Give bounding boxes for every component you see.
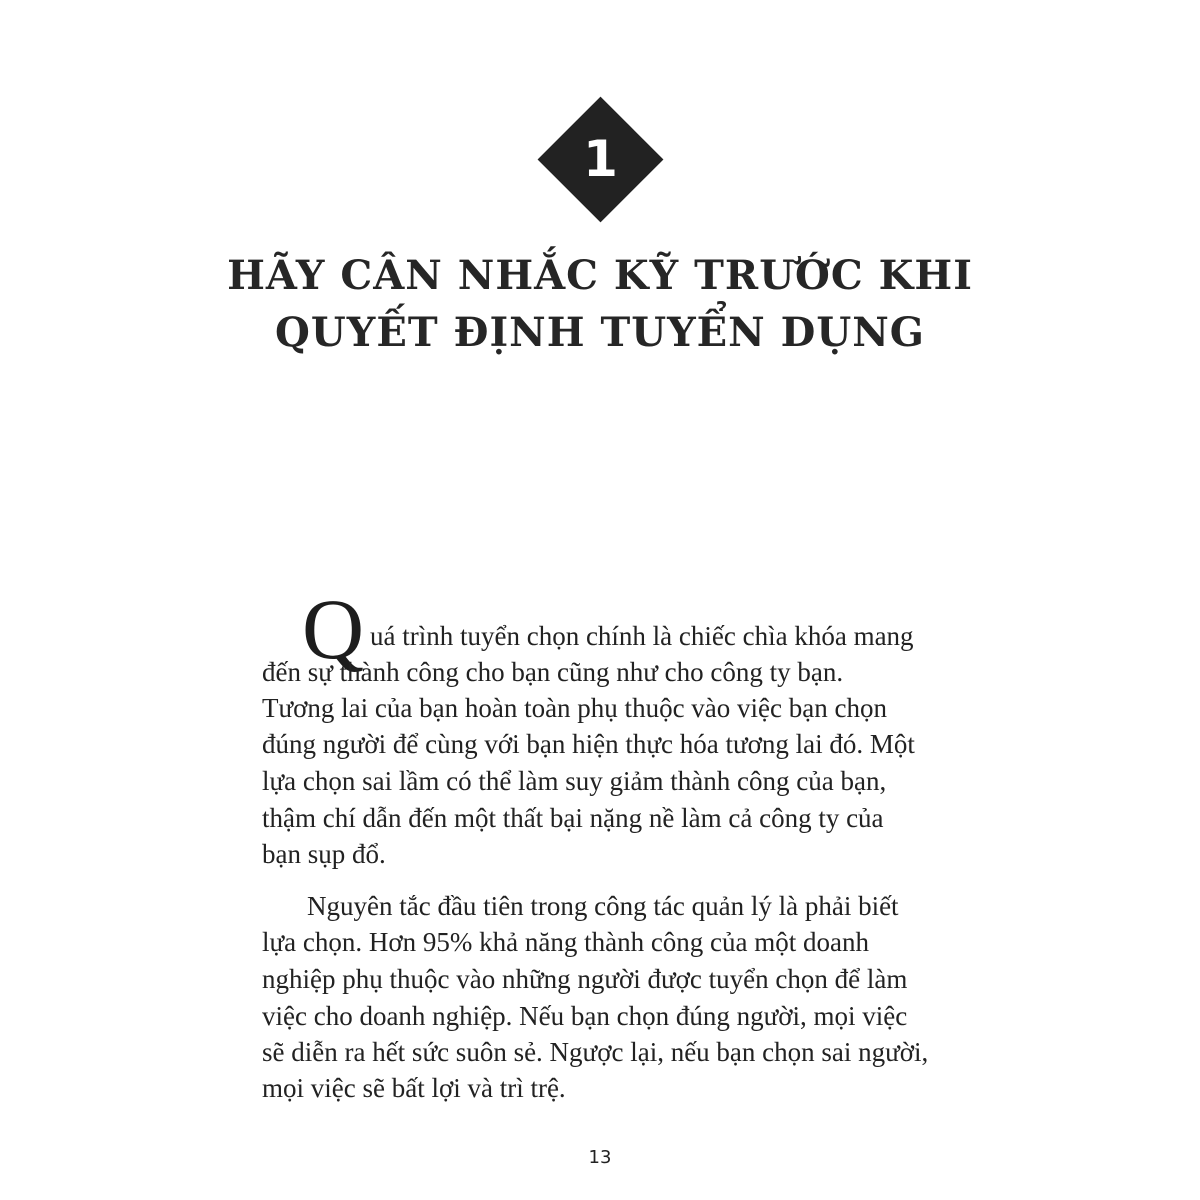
paragraph-1-line: lựa chọn sai lầm có thể làm suy giảm thành công của bạn, [262, 766, 887, 796]
paragraph-2-line: Nguyên tắc đầu tiên trong công tác quản lý là phải biết [307, 891, 899, 921]
paragraph-2-line: mọi việc sẽ bất lợi và trì trệ. [262, 1073, 566, 1103]
chapter-title-line-2: QUYẾT ĐỊNH TUYỂN DỤNG [275, 309, 925, 356]
chapter-title-line-1: HÃY CÂN NHẮC KỸ TRƯỚC KHI [227, 252, 973, 299]
paragraph-2-line: việc cho doanh nghiệp. Nếu bạn chọn đúng người, mọi việc [262, 1001, 908, 1031]
paragraph-2-line: sẽ diễn ra hết sức suôn sẻ. Ngược lại, nếu bạn chọn sai người, [262, 1037, 929, 1067]
paragraph-1-line: Tương lai của bạn hoàn toàn phụ thuộc vào việc bạn chọn [262, 693, 887, 723]
paragraph-2-line: lựa chọn. Hơn 95% khả năng thành công của một doanh [262, 927, 870, 957]
paragraph-1-line: bạn sụp đổ. [262, 839, 386, 869]
page-number: 13 [588, 1147, 612, 1168]
chapter-number-badge [538, 97, 663, 222]
paragraph-1-line: uá trình tuyển chọn chính là chiếc chìa khóa mang [370, 621, 914, 651]
paragraph-1-line: đến sự thành công cho bạn cũng như cho công ty bạn. [262, 657, 844, 687]
paragraph-1-line: đúng người để cùng với bạn hiện thực hóa tương lai đó. Một [262, 729, 915, 759]
paragraph-1-line: thậm chí dẫn đến một thất bại nặng nề làm cả công ty của [262, 803, 884, 833]
chapter-number: 1 [583, 130, 618, 188]
drop-cap: Q [302, 581, 365, 677]
paragraph-2-line: nghiệp phụ thuộc vào những người được tuyển chọn để làm [262, 964, 908, 994]
